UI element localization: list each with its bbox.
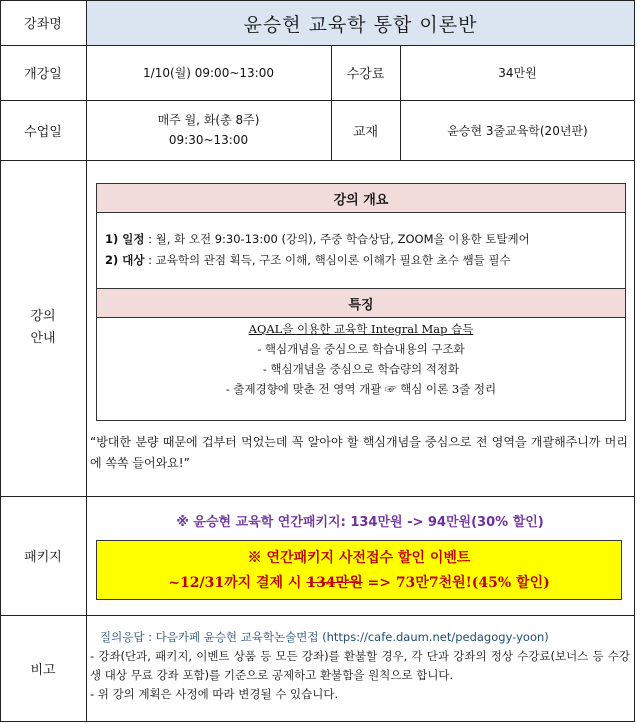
qa-cafe-link[interactable]: 질의응답 : 다음카페 윤승현 교육학논술면접 (https://cafe.daum.net/pedagogy-yoon) — [100, 630, 549, 644]
schedule-key: 1) 일정 — [105, 232, 145, 246]
class-day-line2: 09:30~13:00 — [168, 133, 249, 147]
target-line — [105, 250, 619, 271]
feature-item: - 핵심개념을 중심으로 학습량의 적정화 — [262, 362, 460, 376]
target-key: 2) 대상 — [105, 253, 145, 267]
start-date-value: 1/10(월) 09:00~13:00 — [143, 66, 274, 80]
change-notice: - 위 강의 계획은 사정에 따라 변경될 수 있습니다. — [90, 687, 339, 701]
event-original-price: 134만원 — [306, 575, 363, 591]
notes-body — [90, 628, 630, 704]
guide-label-line2: 안내 — [30, 331, 56, 346]
package-label: 패키지 — [24, 550, 62, 565]
event-suffix: => 73만7천원!(45% 할인) — [362, 575, 550, 591]
feature-list — [97, 319, 625, 399]
course-title: 윤승현 교육학 통합 이론반 — [87, 1, 634, 45]
schedule-line — [105, 229, 619, 250]
testimonial-quote: “방대한 분량 때문에 겁부터 먹었는데 꼭 알아야 할 핵심개념을 중심으로 전 영역을 개괄해주니까 머리에 쏙쏙 들어와요!” — [90, 435, 628, 470]
overview-body — [105, 229, 619, 271]
textbook-label: 교재 — [352, 124, 379, 140]
fee-label: 수강료 — [346, 67, 385, 82]
row-divider — [0, 615, 635, 616]
feature-item: AQAL을 이용한 교육학 Integral Map 습득 — [248, 322, 474, 336]
feature-title: 특징 — [97, 288, 625, 318]
class-day-label: 수업일 — [24, 124, 62, 140]
event-title: ※ 연간패키지 사전접수 할인 이벤트 — [247, 550, 471, 566]
row-divider — [0, 496, 635, 497]
fee-value: 34만원 — [498, 66, 537, 80]
feature-item: - 핵심개념을 중심으로 학습내용의 구조화 — [257, 342, 465, 356]
class-day-value — [86, 100, 331, 160]
start-date-label: 개강일 — [24, 67, 62, 82]
event-prefix: ~12/31까지 결제 시 — [168, 575, 307, 591]
class-day-line1: 매주 월, 화(총 8주) — [157, 113, 260, 127]
feature-item: - 출제경향에 맞춘 전 영역 개괄 ☞ 핵심 이론 3줄 정리 — [225, 382, 497, 396]
guide-box — [96, 183, 626, 421]
package-annual-offer: ※ 윤승현 교육학 연간패키지: 134만원 -> 94만원(30% 할인) — [176, 515, 544, 530]
guide-label — [0, 160, 86, 496]
textbook-value: 윤승현 3줄교육학(20년판) — [447, 123, 588, 138]
refund-policy: - 강좌(단과, 패키지, 이벤트 상품 등 모든 강좌)를 환불할 경우, 각 단과 강좌의 정상 수강료(보너스 등 수강생 대상 무료 강좌 포함)를 기준으로 공제하고 환불함을 원칙으로 합니다. — [90, 649, 630, 682]
event-box — [96, 540, 622, 600]
course-name-label: 강좌명 — [24, 17, 62, 32]
notes-label: 비고 — [30, 663, 56, 678]
event-price-line — [97, 571, 621, 596]
overview-title: 강의 개요 — [97, 184, 625, 213]
target-text: : 교육학의 관점 획득, 구조 이해, 핵심이론 이해가 필요한 초수 쌤들 필수 — [144, 253, 511, 267]
schedule-text: : 월, 화 오전 9:30-13:00 (강의), 주중 학습상담, ZOOM을 이용한 토탈케어 — [144, 232, 530, 246]
row-divider — [0, 160, 635, 161]
guide-label-line1: 강의 — [30, 309, 56, 324]
